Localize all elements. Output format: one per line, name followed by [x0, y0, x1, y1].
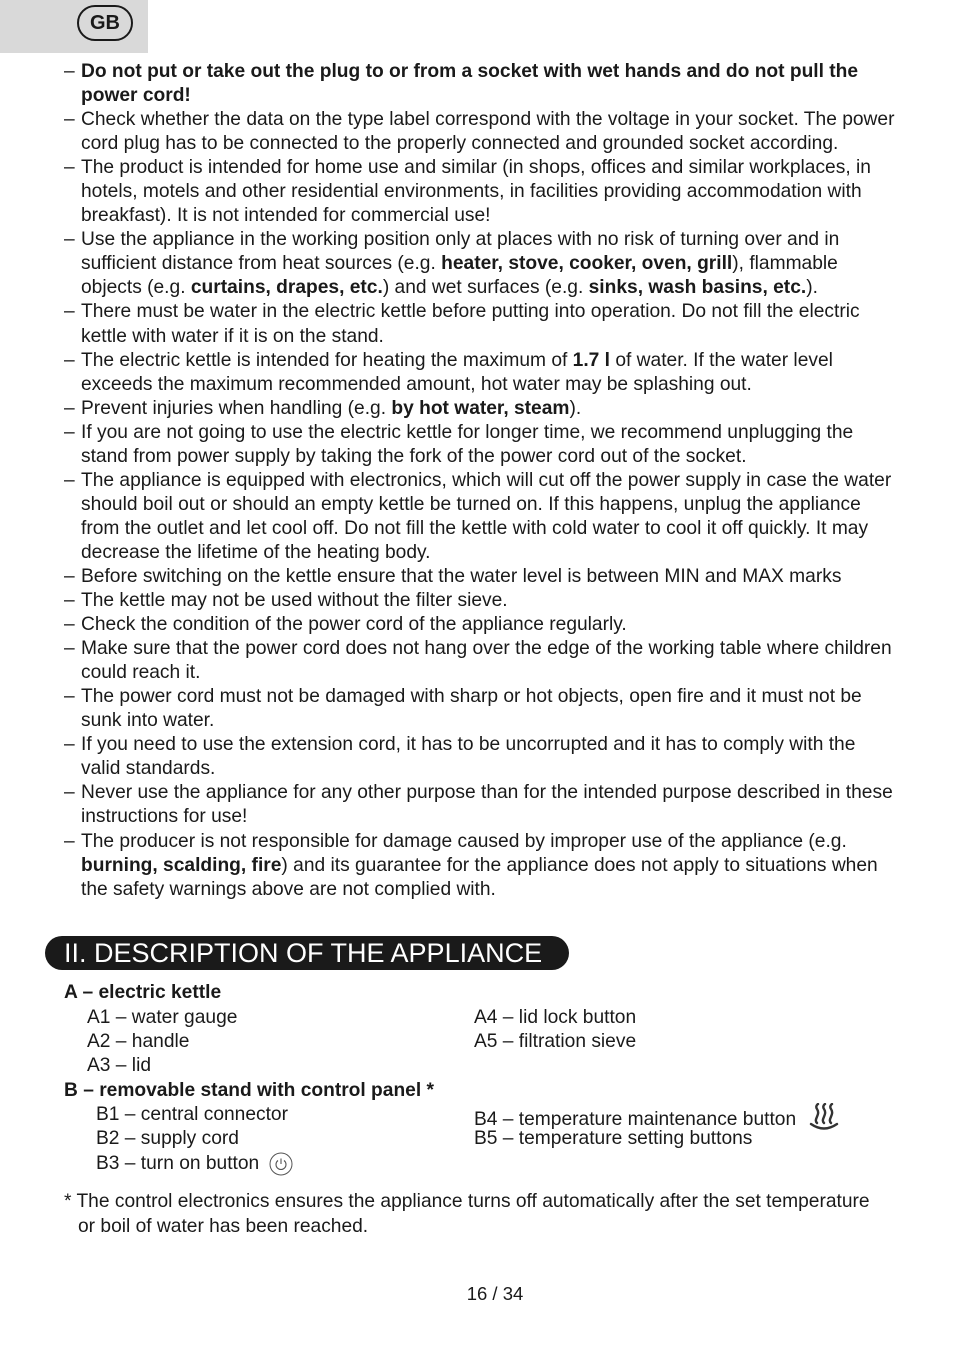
safety-item [64, 228, 900, 300]
safety-item-text: Make sure that the power cord does not hang over the edge of the working table where children could reach it. [81, 638, 892, 684]
page-number: 16 / 34 [466, 1283, 524, 1304]
safety-item-text: of water. If the water level exceeds the maximum recommended amount, hot water may be splashing out. [81, 349, 833, 395]
part-b1: B1 – central connector [96, 1104, 288, 1125]
language-tab-area [0, 0, 148, 53]
safety-item-text: ), flammable objects (e.g. [81, 253, 838, 299]
safety-item-text: The kettle may not be used without the filter sieve. [81, 590, 508, 612]
safety-item [64, 349, 900, 397]
footnote: * The control electronics ensures the appliance turns off automatically after the set temperature or boil of water has been reached. [64, 1191, 870, 1237]
part-a3: A3 – lid [87, 1055, 151, 1076]
safety-item-emphasis: 1.7 l [572, 349, 610, 371]
safety-item [64, 613, 900, 637]
safety-item-text: If you need to use the extension cord, it has to be uncorrupted and it has to comply with the valid standards. [81, 734, 856, 780]
power-icon [269, 1152, 293, 1176]
part-a-title: A – electric kettle [64, 982, 222, 1003]
safety-item-text: ). [569, 397, 582, 419]
safety-instructions-list [64, 60, 900, 902]
part-a2: A2 – handle [87, 1031, 190, 1052]
part-b5: B5 – temperature setting buttons [474, 1128, 753, 1149]
safety-item-emphasis: burning, scalding, fire [81, 854, 282, 876]
part-a5: A5 – filtration sieve [474, 1031, 637, 1052]
safety-item [64, 108, 900, 156]
part-b-title: B – removable stand with control panel * [64, 1080, 434, 1101]
safety-item [64, 589, 900, 613]
safety-item [64, 60, 900, 108]
safety-item-text: ). [806, 277, 818, 299]
section-header: II. DESCRIPTION OF THE APPLIANCE [45, 936, 569, 970]
safety-item [64, 637, 900, 685]
safety-item-text: ) and its guarantee for the appliance does not apply to situations when the safety warnings above are not complied with. [81, 854, 878, 900]
safety-item-emphasis: Do not put or take out the plug to or from a socket with wet hands and do not pull the power cord! [81, 61, 859, 107]
safety-item-text: Check the condition of the power cord of the appliance regularly. [81, 614, 627, 636]
part-a4: A4 – lid lock button [474, 1007, 637, 1028]
safety-item-text: Check whether the data on the type label correspond with the voltage in your socket. The power cord plug has to be connected to the properly connected and grounded socket according. [81, 109, 895, 155]
safety-item-emphasis: curtains, drapes, etc. [190, 277, 383, 299]
safety-item-text: The power cord must not be damaged with sharp or hot objects, open fire and it must not be sunk into water. [81, 686, 862, 732]
safety-item-text: The product is intended for home use and similar (in shops, offices and similar workplaces, in hotels, motels and other residential environments, in facilities providing accommodation with breakfast). It is not intended for commercial use! [81, 157, 871, 227]
part-b4-label: B4 – temperature maintenance button [474, 1109, 797, 1130]
safety-item-emphasis: by hot water, steam [391, 397, 570, 419]
safety-item-text: The producer is not responsible for damage caused by improper use of the appliance (e.g. [81, 830, 847, 852]
safety-item-emphasis: heater, stove, cooker, oven, grill [441, 253, 733, 275]
part-b3 [96, 1152, 293, 1176]
safety-item [64, 733, 900, 781]
safety-item-text: The electric kettle is intended for heating the maximum of [81, 349, 573, 371]
safety-item [64, 565, 900, 589]
language-badge: GB [77, 5, 133, 41]
safety-item [64, 830, 900, 902]
safety-item-text: Never use the appliance for any other purpose than for the intended purpose described in these instructions for use! [81, 782, 893, 828]
safety-item [64, 421, 900, 469]
safety-item-text: The appliance is equipped with electronics, which will cut off the power supply in case the water should boil out or should an empty kettle be turned on. If this happens, unplug the appliance from the outlet and let cool off. Do not fill the kettle with cold water to cool it off quickly. It may decrease the lifetime of the heating body. [81, 469, 892, 563]
heat-waves-icon [809, 1103, 839, 1131]
safety-item-emphasis: sinks, wash basins, etc. [588, 277, 807, 299]
safety-item-text: Prevent injuries when handling (e.g. [81, 397, 392, 419]
safety-item-text: Use the appliance in the working position only at places with no risk of turning over and in sufficient distance from heat sources (e.g. [81, 229, 840, 275]
safety-item-text: There must be water in the electric kettle before putting into operation. Do not fill the electric kettle with water if it is on the stand. [81, 301, 860, 347]
part-a1: A1 – water gauge [87, 1007, 238, 1028]
safety-item-text: If you are not going to use the electric kettle for longer time, we recommend unplugging the stand from power supply by taking the fork of the power cord out of the socket. [81, 421, 854, 467]
safety-item [64, 781, 900, 829]
safety-item [64, 397, 900, 421]
safety-item-text: Before switching on the kettle ensure that the water level is between MIN and MAX marks [81, 565, 842, 587]
safety-item [64, 300, 900, 348]
safety-item [64, 469, 900, 565]
part-b3-label: B3 – turn on button [96, 1153, 260, 1174]
safety-item [64, 685, 900, 733]
safety-item [64, 156, 900, 228]
safety-item-text: ) and wet surfaces (e.g. [382, 277, 589, 299]
part-b2: B2 – supply cord [96, 1128, 239, 1149]
